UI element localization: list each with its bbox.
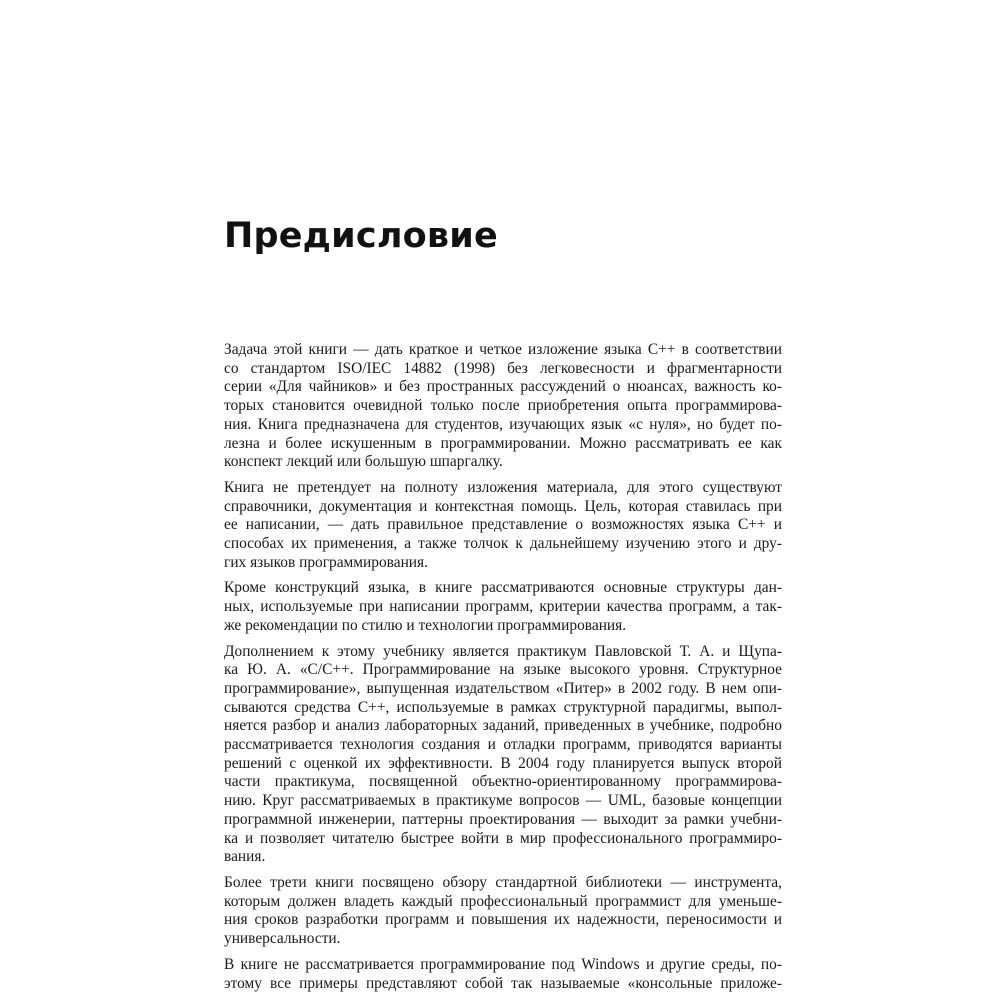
text-line: ка и позволяет читателю быстрее войти в мир профессионального программиро- [224, 829, 782, 847]
paragraph-2 [224, 479, 782, 573]
paragraph-3 [224, 579, 782, 635]
text-line: решений с оценкой их эффективности. В 2004 году планируется выпуск второй [224, 754, 782, 772]
text-line: сываются средства С++, используемые в рамках структурной парадигмы, выпол- [224, 698, 782, 716]
text-line: Более трети книги посвящено обзору стандартной библиотеки — инструмента, [224, 873, 782, 891]
text-line: вания. [224, 848, 266, 866]
preface-body [224, 341, 782, 1000]
chapter-title: Предисловие [224, 216, 498, 256]
text-line: программирование», выпущенная издательством «Питер» в 2002 году. В нем опи- [224, 679, 782, 697]
paragraph-6 [224, 956, 782, 993]
text-line: ния. Книга предназначена для студентов, изучающих язык «с нуля», но будет по- [224, 415, 782, 433]
paragraph-4 [224, 643, 782, 867]
paragraph-1 [224, 341, 782, 472]
text-line: со стандартом ISO/IEC 14882 (1998) без легковесности и фрагментарности [224, 359, 782, 377]
text-line: Кроме конструкций языка, в книге рассматриваются основные структуры дан- [224, 579, 782, 597]
text-line: этому все примеры представляют собой так называемые «консольные приложе- [224, 974, 782, 992]
text-line: гих языков программирования. [224, 553, 428, 571]
text-line: Дополнением к этому учебнику является практикум Павловской Т. А. и Щупа- [224, 642, 782, 660]
text-line: универсальности. [224, 930, 341, 948]
text-line: программной инженерии, паттерны проектирования — выходит за рамки учебни- [224, 810, 782, 828]
text-line: ка Ю. А. «С/С++. Программирование на языке высокого уровня. Структурное [224, 661, 782, 679]
text-line: части практикума, посвященной объектно-ориентированному программирова- [224, 773, 782, 791]
text-line: справочники, документация и контекстная помощь. Цель, которая ставилась при [224, 497, 782, 515]
text-line: ее написании, — дать правильное представление о возможностях языка С++ и [224, 516, 782, 534]
text-line: няется разбор и анализ лабораторных заданий, приведенных в учебнике, подробно [224, 717, 782, 735]
text-line: ния сроков разработки программ и повышения их надежности, переносимости и [224, 911, 782, 929]
text-line: лезна и более искушенным в программировании. Можно рассматривать ее как [224, 434, 782, 452]
paragraph-5 [224, 874, 782, 949]
text-line: способах их применения, а также толчок к дальнейшему изучению этого и дру- [224, 535, 782, 553]
text-line: рассматривается технология создания и отладки программ, приводятся варианты [224, 736, 782, 754]
text-line: торых становится очевидной только после приобретения опыта программирова- [224, 397, 782, 415]
text-line: конспект лекций или большую шпаргалку. [224, 453, 503, 471]
text-line: В книге не рассматривается программирование под Windows и другие среды, по- [224, 955, 782, 973]
text-line: Задача этой книги — дать краткое и четкое изложение языка С++ в соответствии [224, 341, 782, 358]
text-line: нию. Круг рассматриваемых в практикуме вопросов — UML, базовые концепции [224, 792, 782, 810]
text-line: серии «Для чайников» и без пространных рассуждений о нюансах, важность ко- [224, 378, 782, 396]
text-line: которым должен владеть каждый профессиональный программист для уменьше- [224, 892, 782, 910]
text-line: же рекомендации по стилю и технологии программирования. [224, 616, 627, 634]
text-line: Книга не претендует на полноту изложения материала, для этого существуют [224, 478, 782, 496]
text-line: ных, используемые при написании программ, критерии качества программ, а так- [224, 598, 782, 616]
